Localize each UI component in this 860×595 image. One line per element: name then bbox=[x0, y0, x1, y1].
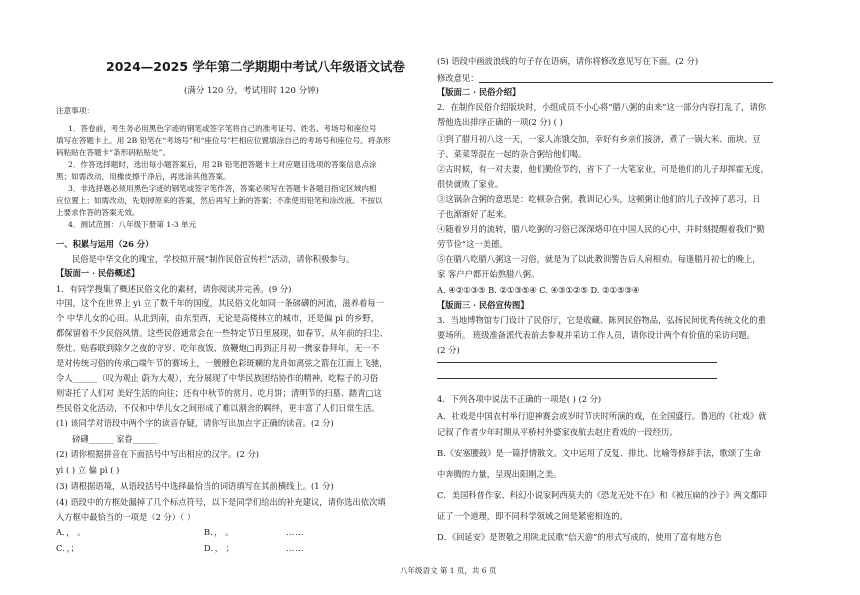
q4-option-b: B.《安塞腰鼓》是一篇抒情散文。文中运用了反复、排比、比喻等修辞手法，歌颂了生命 bbox=[437, 448, 762, 458]
question-1: 1．有同学搜集了概述民俗文化的素材，请你阅读并完善。(9 分) bbox=[56, 284, 292, 294]
question-1-1: (1) 该同学对语段中两个字的读音存疑，请你写出加点字正确的读音。(2 分) bbox=[56, 418, 334, 428]
q4-option-c-cont: 证了一个道理，即不同科学领域之间是紧密相连的。 bbox=[437, 511, 628, 521]
sentence-line: 家 客户户都开始熬腊八粥。 bbox=[437, 269, 540, 279]
sentence-line: 很快就败了家业。 bbox=[437, 179, 504, 189]
notes-heading: 注意事项： bbox=[56, 106, 94, 115]
question-2-cont: 帮他选出排序正确的一项(2 分) ( ) bbox=[437, 117, 563, 127]
note-line: 码粘贴在答题卡“条形码粘贴处”。 bbox=[56, 148, 171, 157]
board-heading: 【版面一 · 民俗概述】 bbox=[56, 268, 140, 278]
board-heading: 【版面二 · 民俗介绍】 bbox=[437, 87, 521, 97]
question-1-5: (5) 语段中画波浪线的句子存在语病，请你将修改意见写在下面。(2 分) bbox=[437, 56, 699, 66]
passage-line: 是对传统习俗的传承□端午节的赛场上，一艘艘色彩斑斓的龙舟如离弦之箭在江面上飞驰， bbox=[56, 358, 388, 368]
sentence-line: ②古时候，有一对夫妻，他们勤俭节约，省下了一大笔家业，可是他们的儿子却挥霍无度， bbox=[437, 164, 769, 174]
option-d-dots: …… bbox=[286, 543, 305, 553]
note-line: 4．测试范围：八年级下册第 1-3 单元 bbox=[68, 220, 197, 229]
q4-option-c: C．美国科普作家、科幻小说家阿西莫夫的《恐龙无处不在》和《被压扁的沙子》两文都印 bbox=[437, 490, 767, 500]
note-line: 2．作答选择题时，选出每小题答案后，用 2B 铅笔把答题卡上对应题目选项的答案信息点涂 bbox=[68, 160, 377, 169]
pinyin-blanks[interactable]: 磅礴______ 家眷______ bbox=[72, 434, 158, 444]
section-heading: 一、积累与运用（26 分） bbox=[56, 239, 154, 249]
note-line: 黑；如需改动，用橡皮擦干净后，再选涂其他答案。 bbox=[56, 172, 231, 181]
passage-line: 则寄托了人们对 美好生活的向往；还有中秋节的赏月、吃月饼；清明节的扫墓、踏青□这 bbox=[56, 388, 382, 398]
option-b-dots: …… bbox=[286, 527, 305, 537]
q4-option-a-cont: 记叙了作者少年时期从平桥村外婆家夜航去赵庄看戏的一段经历。 bbox=[437, 427, 678, 437]
sentence-line: 劳节俭”这一美德。 bbox=[437, 239, 508, 249]
q4-option-d: D．《回延安》是贺敬之用陕北民歌“信天游”的形式写成的，使用了富有地方色 bbox=[437, 532, 722, 542]
question-4: 4．下列各项中说法不正确的一项是( ) (2 分) bbox=[437, 394, 602, 404]
note-line: 3．非选择题必须用黑色字迹的钢笔或签字笔作答，答案必须写在答题卡各题目指定区域内相 bbox=[68, 184, 377, 193]
passage-line: 中国，这个在世界上 yì 立了数千年的国度，其民俗文化如同一条磅礴的河流，滋养着每一 bbox=[56, 298, 384, 308]
note-line: 填写在答题卡上。用 2B 铅笔在“考场号”和“座位号”栏相应位置填涂自己的考场号和座位号。将条形 bbox=[56, 136, 391, 145]
sentence-line: ①到了腊月初八这一天，一家人冻饿交加，幸好有乡亲们接济，煮了一锅大米、面块、豆 bbox=[437, 134, 761, 144]
sentence-line: ④随着岁月的流转，腊八吃粥的习俗已深深烙印在中国人民的心中，并时刻提醒着我们“勤 bbox=[437, 224, 765, 234]
option-d[interactable]: D．， ； bbox=[204, 543, 235, 553]
question-3: 3．当地博物馆专门设计了民俗厅，它是收藏、陈列民俗物品，弘扬民间优秀传统文化的重 bbox=[437, 315, 766, 325]
answer-label: 修改意见： bbox=[437, 73, 479, 83]
paper-title: 2024—2025 学年第二学期期中考试八年级语文试卷 bbox=[106, 59, 405, 74]
passage-line: 都保留着不少民俗风情。这些民俗通常会在一些特定节日里展现，如春节，从年前的扫尘、 bbox=[56, 328, 388, 338]
option-a[interactable]: A．， 。 bbox=[56, 527, 86, 537]
character-blanks[interactable]: yì ( ) 立 偏 pì ( ) bbox=[56, 465, 120, 475]
answer-line[interactable] bbox=[479, 82, 773, 83]
answer-line[interactable] bbox=[437, 378, 717, 379]
note-line: 上要求作答的答案无效。 bbox=[56, 208, 140, 217]
q4-option-b-cont: 中奔腾的力量，呈现出阳刚之美。 bbox=[437, 469, 562, 479]
question-1-4-cont: 入方框中最恰当的一项是（2 分）（ ） bbox=[56, 512, 196, 522]
page-footer: 八年级语文 第 1 页，共 6 页 bbox=[400, 566, 497, 575]
question-2-options[interactable]: A. ④②①③⑤ B. ②①③⑤④ C. ④③①②⑤ D. ②①⑤③④ bbox=[437, 285, 640, 295]
passage-line: 些民俗文化活动，不仅和中华儿女之间形成了难以割舍的羁绊，更丰富了人们日常生活。 bbox=[56, 403, 380, 413]
sentence-line: ③这锅杂合粥的意思是：吃顿杂合粥，教训记心头，这顿粥让他们的儿子改掉了恶习，日 bbox=[437, 194, 761, 204]
question-1-3: (3) 请根据语境，从语段括号中选择最恰当的词语填写在其前横线上。(1 分) bbox=[56, 481, 334, 491]
section-intro: 民俗是中华文化的瑰宝，学校拟开展“制作民俗宣传栏”活动，请你积极参与。 bbox=[72, 254, 355, 264]
question-1-4: (4) 语段中的方框处漏掉了几个标点符号，以下是同学们给出的补充建议，请你选出依次填 bbox=[56, 497, 386, 507]
passage-line: 令人______（叹为观止 蔚为大观），充分展现了中华民族团结协作的精神，吃粽子的习俗 bbox=[56, 373, 379, 383]
sentence-line: ⑤在腊八吃腊八粥这一习俗，就是为了以此教训警告后人肩相劝。每逢腊月初七的晚上， bbox=[437, 254, 761, 264]
question-3-cont: 要场所。 班级准备派代表前去参观并采访工作人员，请你设计两个有价值的采访问题。 bbox=[437, 330, 755, 340]
question-2: 2．在制作民俗介绍版块时，小组成员不小心将“腊八粥的由来”这一部分内容打乱了，请你 bbox=[437, 102, 767, 112]
option-c[interactable]: C．，； bbox=[56, 543, 79, 553]
board-heading: 【版面三 · 民俗宣传图】 bbox=[437, 300, 529, 310]
passage-line: 个 中华儿女的心田。从北到南，由东至西，无论是高楼林立的城市，还是偏 pì 的乡野， bbox=[56, 313, 379, 323]
sentence-line: 子、菜菜等混在一起的杂合粥给他们喝。 bbox=[437, 149, 587, 159]
passage-line: 祭灶、贴春联到除夕之夜的守岁、吃年夜饭、放鞭炮□再到正月初一携家眷拜年，无一不 bbox=[56, 343, 380, 353]
note-line: 1．答卷前，考生务必用黑色字迹的钢笔或签字笔将自己的准考证号、姓名、考场号和座位号 bbox=[68, 124, 377, 133]
paper-subtitle: (满分 120 分，考试用时 120 分钟) bbox=[184, 86, 319, 96]
question-1-2: (2) 请你根据拼音在下面括号中写出相应的汉字。(2 分) bbox=[56, 449, 260, 459]
answer-line[interactable] bbox=[437, 362, 717, 363]
note-line: 应位置上；如需改动，先划掉原来的答案，然后再写上新的答案；不准使用铅笔和涂改液。不按以 bbox=[56, 196, 383, 205]
q4-option-a: A．社戏是中国农村举行迎神赛会或岁时节庆时所演的戏，在全国盛行。鲁迅的《社戏》就 bbox=[437, 411, 767, 421]
question-3-score: (2 分) bbox=[437, 345, 460, 355]
sentence-line: 子也渐渐好了起来。 bbox=[437, 209, 512, 219]
option-b[interactable]: B．， 。 bbox=[204, 527, 234, 537]
